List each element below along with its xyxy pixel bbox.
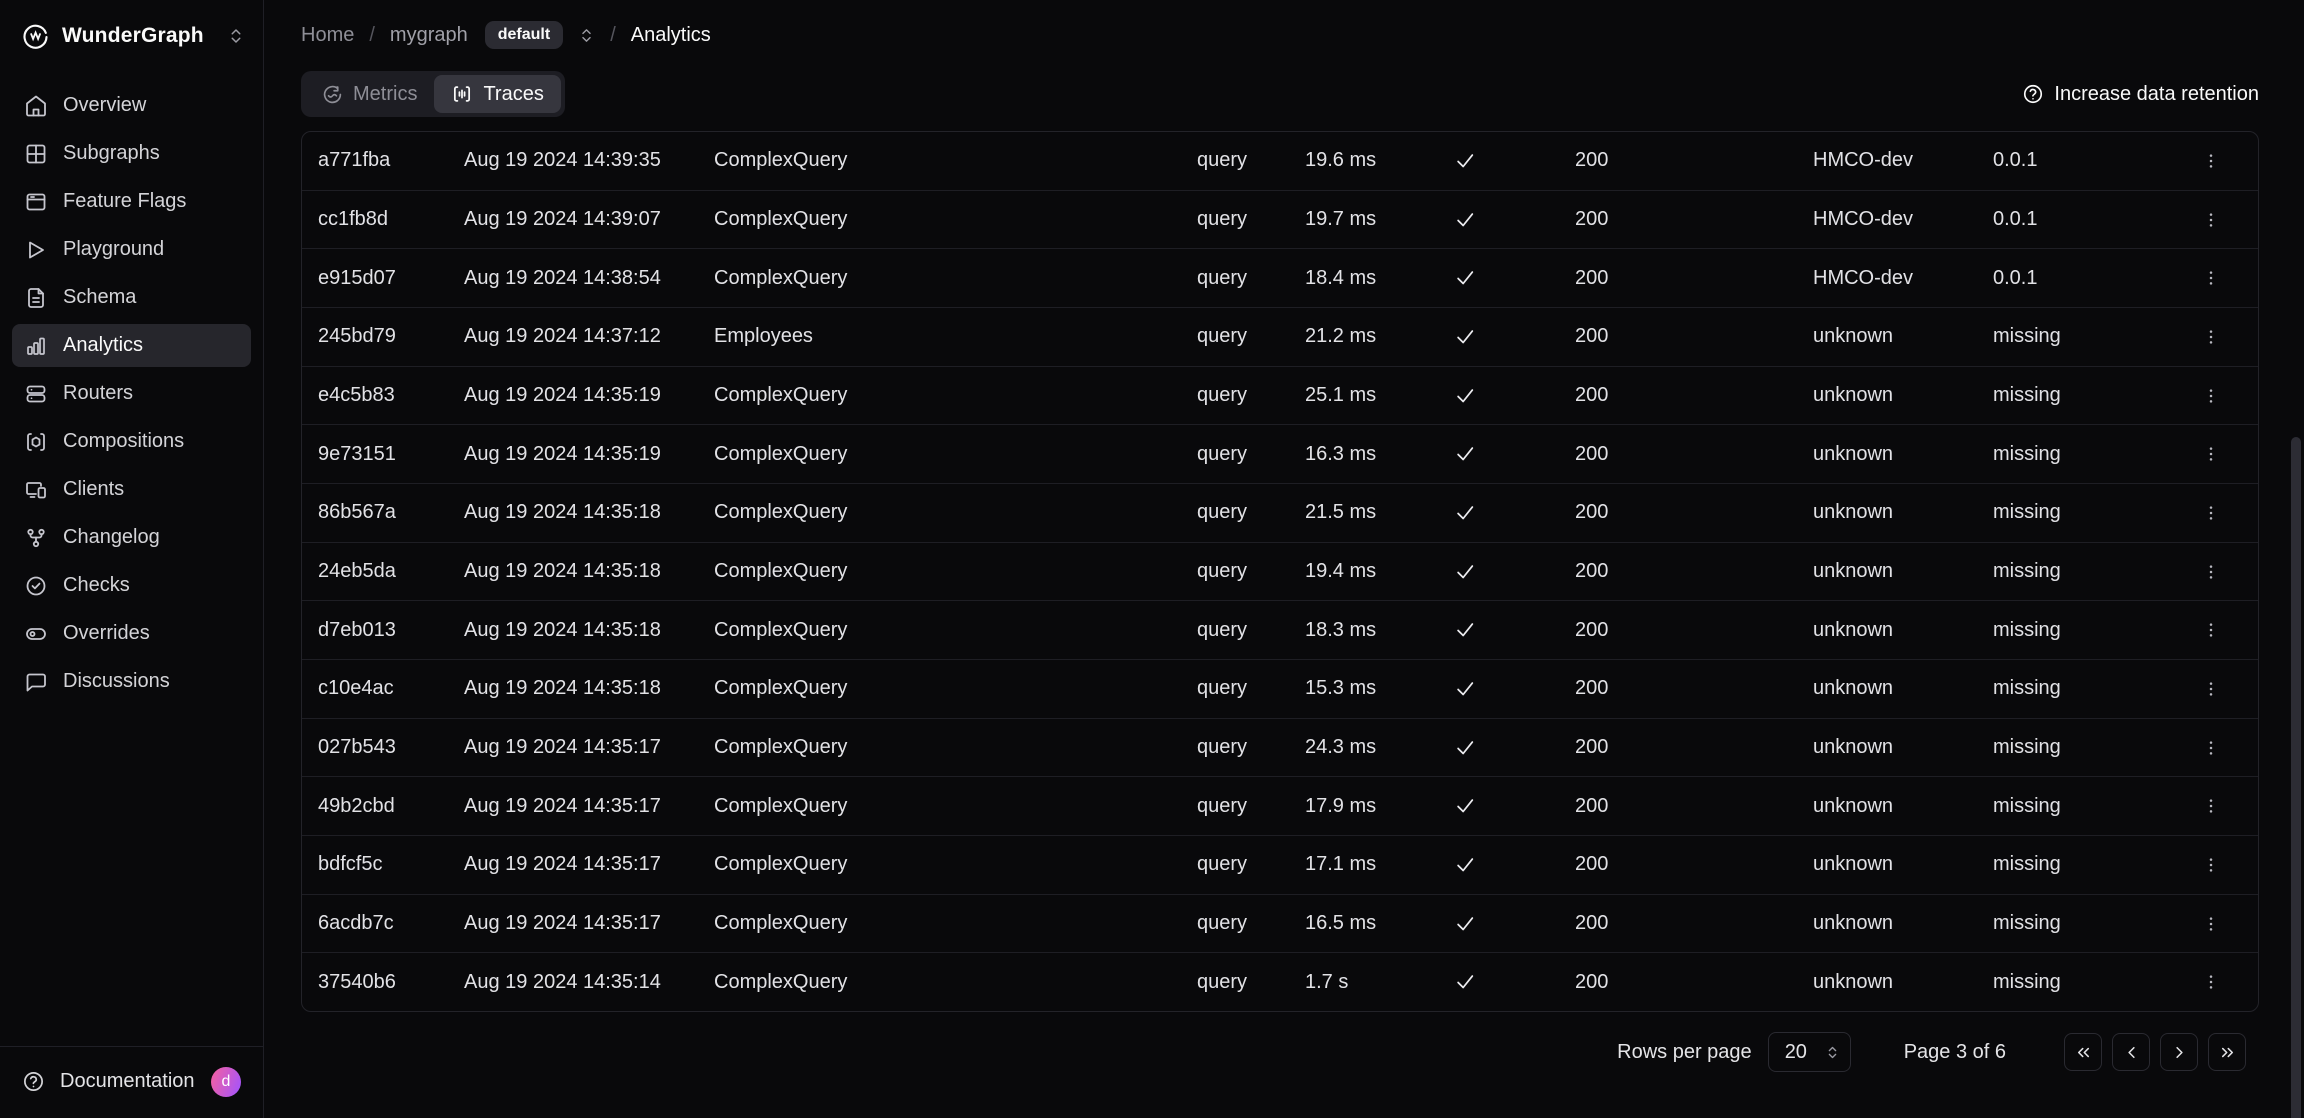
circle-check-icon [24,574,48,598]
tab-metrics[interactable] [305,75,434,113]
status-code-cell: 200 [1575,266,1609,289]
documentation-link[interactable]: Documentation [60,1070,195,1092]
status-code-cell: 200 [1575,853,1609,876]
sidebar-item-label: Overview [63,94,147,116]
server-icon [24,382,48,406]
sidebar-item-compositions[interactable] [12,420,251,463]
kebab-menu-icon [2201,679,2221,699]
duration-cell: 18.4 ms [1305,266,1377,289]
traces-table-body [302,132,2258,1011]
row-menu-button[interactable] [2195,966,2227,998]
trace-id-cell: 37540b6 [318,970,396,993]
row-actions-cell [2183,438,2258,470]
table-row[interactable] [302,777,2258,836]
client-version-cell: 0.0.1 [1993,266,2038,289]
kebab-menu-icon [2201,268,2221,288]
wundergraph-logo-icon [22,23,49,50]
row-actions-cell [2183,614,2258,646]
sidebar-item-checks[interactable] [12,564,251,607]
operation-type-cell: query [1197,677,1248,700]
rows-per-page-label: Rows per page [1617,1040,1752,1063]
sidebar-item-overview[interactable] [12,84,251,127]
operation-type-cell: query [1197,266,1248,289]
kebab-menu-icon [2201,327,2221,347]
timestamp-cell: Aug 19 2024 14:39:07 [464,208,661,230]
duration-cell: 21.2 ms [1305,325,1377,348]
main-content [264,0,2304,1118]
operation-name-cell: ComplexQuery [714,266,848,289]
operation-name-cell: Employees [714,325,813,348]
duration-cell: 16.3 ms [1305,442,1377,465]
table-row[interactable] [302,601,2258,660]
sidebar-item-label: Subgraphs [63,142,160,164]
check-icon [1454,913,1476,935]
trace-id-cell: 86b567a [318,501,396,524]
row-menu-button[interactable] [2195,438,2227,470]
check-icon [1454,443,1476,465]
operation-type-cell: query [1197,853,1248,876]
operation-name-cell: ComplexQuery [714,501,848,524]
operation-type-cell: query [1197,208,1248,230]
toggle-icon [24,622,48,646]
status-code-cell: 200 [1575,912,1609,935]
table-row[interactable] [302,836,2258,895]
table-row[interactable] [302,953,2258,1011]
sidebar-item-label: Discussions [63,670,170,692]
sidebar-item-clients[interactable] [12,468,251,511]
sidebar-item-changelog[interactable] [12,516,251,559]
trace-id-cell: d7eb013 [318,618,396,641]
client-name-cell: unknown [1813,442,1894,465]
success-check-cell [1438,267,1559,289]
user-avatar[interactable]: d [211,1067,241,1097]
operation-type-cell: query [1197,149,1248,172]
view-tabs [301,71,565,117]
toolbar [301,71,2259,117]
check-icon [1454,678,1476,700]
success-check-cell [1438,971,1559,993]
status-code-cell: 200 [1575,970,1609,993]
row-actions-cell [2183,380,2258,412]
sidebar-item-label: Playground [63,238,165,260]
kebab-menu-icon [2201,444,2221,464]
client-name-cell: unknown [1813,384,1894,407]
sidebar-nav [12,84,251,703]
play-icon [24,238,48,262]
brand-name: WunderGraph [62,24,204,47]
sidebar-item-label: Routers [63,382,134,404]
table-row[interactable] [302,660,2258,719]
table-row[interactable] [302,719,2258,778]
success-check-cell [1438,737,1559,759]
timestamp-cell: Aug 19 2024 14:38:54 [464,266,661,289]
tab-label: Metrics [353,82,418,105]
operation-name-cell: ComplexQuery [714,149,848,172]
operation-type-cell: query [1197,912,1248,935]
kebab-menu-icon [2201,151,2221,171]
org-switcher[interactable] [12,10,251,62]
row-actions-cell [2183,732,2258,764]
sidebar-item-playground[interactable] [12,228,251,271]
duration-cell: 19.7 ms [1305,208,1377,230]
git-fork-icon [24,526,48,550]
client-name-cell: unknown [1813,618,1894,641]
success-check-cell [1438,326,1559,348]
bar-chart-icon [24,334,48,358]
breadcrumb-current: Analytics [630,23,711,46]
client-name-cell: unknown [1813,677,1894,700]
kebab-menu-icon [2201,796,2221,816]
table-row[interactable] [302,132,2258,191]
status-code-cell: 200 [1575,501,1609,524]
status-code-cell: 200 [1575,736,1609,759]
trace-id-cell: bdfcf5c [318,853,383,876]
kebab-menu-icon [2201,562,2221,582]
last-page-button[interactable] [2208,1033,2246,1071]
sidebar-item-overrides[interactable] [12,612,251,655]
timestamp-cell: Aug 19 2024 14:35:18 [464,560,661,583]
trace-id-cell: 6acdb7c [318,912,394,935]
operation-type-cell: query [1197,560,1248,583]
timestamp-cell: Aug 19 2024 14:35:19 [464,442,661,465]
table-row[interactable] [302,895,2258,954]
duration-cell: 1.7 s [1305,970,1349,993]
row-actions-cell [2183,673,2258,705]
increase-data-retention-button[interactable] [2022,83,2259,106]
trace-id-cell: 9e73151 [318,442,396,465]
row-actions-cell [2183,966,2258,998]
breadcrumb-separator: / [369,23,375,46]
kebab-menu-icon [2201,503,2221,523]
table-row[interactable] [302,249,2258,308]
duration-cell: 16.5 ms [1305,912,1377,935]
table-row[interactable] [302,543,2258,602]
duration-cell: 17.1 ms [1305,853,1377,876]
operation-name-cell: ComplexQuery [714,384,848,407]
sidebar-spacer [12,703,251,1046]
check-icon [1454,267,1476,289]
row-actions-cell [2183,262,2258,294]
kebab-menu-icon [2201,386,2221,406]
operation-type-cell: query [1197,325,1248,348]
check-icon [1454,150,1476,172]
sidebar-item-schema[interactable] [12,276,251,319]
success-check-cell [1438,385,1559,407]
chevrons-up-down-icon [227,27,245,45]
client-name-cell: unknown [1813,912,1894,935]
sidebar-item-analytics[interactable] [12,324,251,367]
previous-page-button[interactable] [2112,1033,2150,1071]
client-version-cell: missing [1993,794,2061,817]
home-icon [24,94,48,118]
timestamp-cell: Aug 19 2024 14:35:18 [464,618,661,641]
package-braces-icon [24,430,48,454]
namespace-badge[interactable]: default [485,21,563,49]
rows-per-page-select[interactable] [1768,1032,1851,1072]
client-name-cell: unknown [1813,325,1894,348]
client-version-cell: missing [1993,384,2061,407]
breadcrumb-home[interactable]: Home [301,23,355,46]
check-icon [1454,619,1476,641]
namespace-chevrons-icon[interactable] [578,27,595,44]
sidebar-item-label: Schema [63,286,137,308]
sidebar-item-discussions[interactable] [12,660,251,703]
client-version-cell: missing [1993,325,2061,348]
timestamp-cell: Aug 19 2024 14:35:17 [464,794,661,817]
trace-id-cell: cc1fb8d [318,208,389,230]
client-version-cell: missing [1993,501,2061,524]
trace-id-cell: c10e4ac [318,677,394,700]
client-name-cell: unknown [1813,501,1894,524]
timestamp-cell: Aug 19 2024 14:35:17 [464,912,661,935]
breadcrumb [301,0,2259,70]
row-menu-button[interactable] [2195,262,2227,294]
vertical-scrollbar[interactable] [2291,437,2301,1118]
traces-icon [451,83,473,105]
row-menu-button[interactable] [2195,204,2227,236]
timestamp-cell: Aug 19 2024 14:35:19 [464,384,661,407]
row-actions-cell [2183,908,2258,940]
duration-cell: 18.3 ms [1305,618,1377,641]
operation-name-cell: ComplexQuery [714,560,848,583]
sidebar [0,0,264,1118]
duration-cell: 19.4 ms [1305,560,1377,583]
trace-id-cell: 24eb5da [318,560,396,583]
message-square-icon [24,670,48,694]
check-icon [1454,795,1476,817]
trace-id-cell: 027b543 [318,736,396,759]
row-menu-button[interactable] [2195,790,2227,822]
sidebar-item-label: Checks [63,574,130,596]
row-menu-button[interactable] [2195,849,2227,881]
client-name-cell: HMCO-dev [1813,149,1914,172]
retention-label: Increase data retention [2054,82,2259,105]
row-menu-button[interactable] [2195,614,2227,646]
duration-cell: 15.3 ms [1305,677,1377,700]
row-menu-button[interactable] [2195,497,2227,529]
success-check-cell [1438,854,1559,876]
status-code-cell: 200 [1575,325,1609,348]
kebab-menu-icon [2201,738,2221,758]
operation-name-cell: ComplexQuery [714,208,848,230]
sidebar-item-label: Changelog [63,526,160,548]
operation-type-cell: query [1197,384,1248,407]
table-row[interactable] [302,484,2258,543]
trace-id-cell: 49b2cbd [318,794,395,817]
client-version-cell: missing [1993,736,2061,759]
sidebar-item-routers[interactable] [12,372,251,415]
tab-label: Traces [483,82,544,105]
chevron-left-icon [2122,1043,2141,1062]
operation-name-cell: ComplexQuery [714,677,848,700]
operation-type-cell: query [1197,970,1248,993]
client-name-cell: unknown [1813,560,1894,583]
operation-type-cell: query [1197,501,1248,524]
kebab-menu-icon [2201,620,2221,640]
operation-type-cell: query [1197,618,1248,641]
status-code-cell: 200 [1575,208,1609,230]
duration-cell: 21.5 ms [1305,501,1377,524]
check-icon [1454,854,1476,876]
sidebar-item-subgraphs[interactable] [12,132,251,175]
kebab-menu-icon [2201,855,2221,875]
timestamp-cell: Aug 19 2024 14:35:14 [464,970,661,993]
operation-name-cell: ComplexQuery [714,912,848,935]
success-check-cell [1438,795,1559,817]
timestamp-cell: Aug 19 2024 14:37:12 [464,325,661,348]
status-code-cell: 200 [1575,384,1609,407]
next-page-button[interactable] [2160,1033,2198,1071]
row-menu-button[interactable] [2195,145,2227,177]
metrics-icon [322,84,343,105]
chevrons-up-down-icon [1825,1045,1840,1060]
status-code-cell: 200 [1575,442,1609,465]
success-check-cell [1438,209,1559,231]
success-check-cell [1438,502,1559,524]
timestamp-cell: Aug 19 2024 14:35:18 [464,677,661,700]
row-menu-button[interactable] [2195,380,2227,412]
operation-type-cell: query [1197,442,1248,465]
table-row[interactable] [302,191,2258,250]
success-check-cell [1438,443,1559,465]
client-version-cell: missing [1993,853,2061,876]
chevrons-right-icon [2218,1043,2237,1062]
timestamp-cell: Aug 19 2024 14:35:17 [464,853,661,876]
client-name-cell: unknown [1813,794,1894,817]
page-indicator: Page 3 of 6 [1903,1040,2006,1063]
client-version-cell: 0.0.1 [1993,149,2038,172]
row-menu-button[interactable] [2195,556,2227,588]
pagination [301,1031,2246,1073]
operation-name-cell: ComplexQuery [714,618,848,641]
status-code-cell: 200 [1575,677,1609,700]
success-check-cell [1438,561,1559,583]
traces-table [301,131,2259,1012]
row-menu-button[interactable] [2195,673,2227,705]
client-name-cell: HMCO-dev [1813,266,1914,289]
client-version-cell: missing [1993,618,2061,641]
row-actions-cell [2183,790,2258,822]
table-row[interactable] [302,308,2258,367]
row-actions-cell [2183,497,2258,529]
trace-id-cell: 245bd79 [318,325,396,348]
sidebar-item-feature-flags[interactable] [12,180,251,223]
client-name-cell: unknown [1813,970,1894,993]
row-actions-cell [2183,321,2258,353]
check-icon [1454,385,1476,407]
sidebar-footer [0,1046,263,1118]
row-actions-cell [2183,204,2258,236]
client-version-cell: missing [1993,970,2061,993]
success-check-cell [1438,678,1559,700]
success-check-cell [1438,913,1559,935]
row-actions-cell [2183,556,2258,588]
kebab-menu-icon [2201,914,2221,934]
grid-icon [24,142,48,166]
operation-type-cell: query [1197,794,1248,817]
tab-traces[interactable] [434,75,560,113]
help-circle-icon [22,1070,45,1093]
panel-icon [24,190,48,214]
operation-name-cell: ComplexQuery [714,442,848,465]
client-version-cell: 0.0.1 [1993,208,2038,230]
status-code-cell: 200 [1575,794,1609,817]
row-actions-cell [2183,849,2258,881]
kebab-menu-icon [2201,972,2221,992]
operation-name-cell: ComplexQuery [714,970,848,993]
pager-buttons [2064,1033,2246,1071]
client-version-cell: missing [1993,912,2061,935]
check-icon [1454,971,1476,993]
duration-cell: 19.6 ms [1305,149,1377,172]
operation-name-cell: ComplexQuery [714,794,848,817]
status-code-cell: 200 [1575,618,1609,641]
table-row[interactable] [302,367,2258,426]
breadcrumb-graph[interactable]: mygraph [389,23,468,46]
kebab-menu-icon [2201,210,2221,230]
row-menu-button[interactable] [2195,321,2227,353]
operation-name-cell: ComplexQuery [714,736,848,759]
row-actions-cell [2183,145,2258,177]
rows-per-page-value: 20 [1784,1040,1807,1063]
check-icon [1454,737,1476,759]
row-menu-button[interactable] [2195,732,2227,764]
breadcrumb-separator: / [610,23,616,46]
sidebar-item-label: Clients [63,478,125,500]
timestamp-cell: Aug 19 2024 14:35:17 [464,736,661,759]
timestamp-cell: Aug 19 2024 14:39:35 [464,149,661,172]
timestamp-cell: Aug 19 2024 14:35:18 [464,501,661,524]
operation-name-cell: ComplexQuery [714,853,848,876]
duration-cell: 17.9 ms [1305,794,1377,817]
operation-type-cell: query [1197,736,1248,759]
document-icon [24,286,48,310]
check-icon [1454,561,1476,583]
chevrons-left-icon [2074,1043,2093,1062]
client-version-cell: missing [1993,560,2061,583]
success-check-cell [1438,150,1559,172]
check-icon [1454,326,1476,348]
client-name-cell: HMCO-dev [1813,208,1914,230]
status-code-cell: 200 [1575,149,1609,172]
table-row[interactable] [302,425,2258,484]
success-check-cell [1438,619,1559,641]
trace-id-cell: e915d07 [318,266,396,289]
devices-icon [24,478,48,502]
first-page-button[interactable] [2064,1033,2102,1071]
chevron-right-icon [2170,1043,2189,1062]
status-code-cell: 200 [1575,560,1609,583]
sidebar-item-label: Analytics [63,334,144,356]
duration-cell: 24.3 ms [1305,736,1377,759]
client-version-cell: missing [1993,677,2061,700]
sidebar-item-label: Overrides [63,622,150,644]
help-circle-icon [2022,83,2044,105]
client-version-cell: missing [1993,442,2061,465]
client-name-cell: unknown [1813,736,1894,759]
check-icon [1454,209,1476,231]
client-name-cell: unknown [1813,853,1894,876]
trace-id-cell: e4c5b83 [318,384,395,407]
sidebar-item-label: Compositions [63,430,185,452]
duration-cell: 25.1 ms [1305,384,1377,407]
trace-id-cell: a771fba [318,149,391,172]
sidebar-item-label: Feature Flags [63,190,187,212]
check-icon [1454,502,1476,524]
row-menu-button[interactable] [2195,908,2227,940]
